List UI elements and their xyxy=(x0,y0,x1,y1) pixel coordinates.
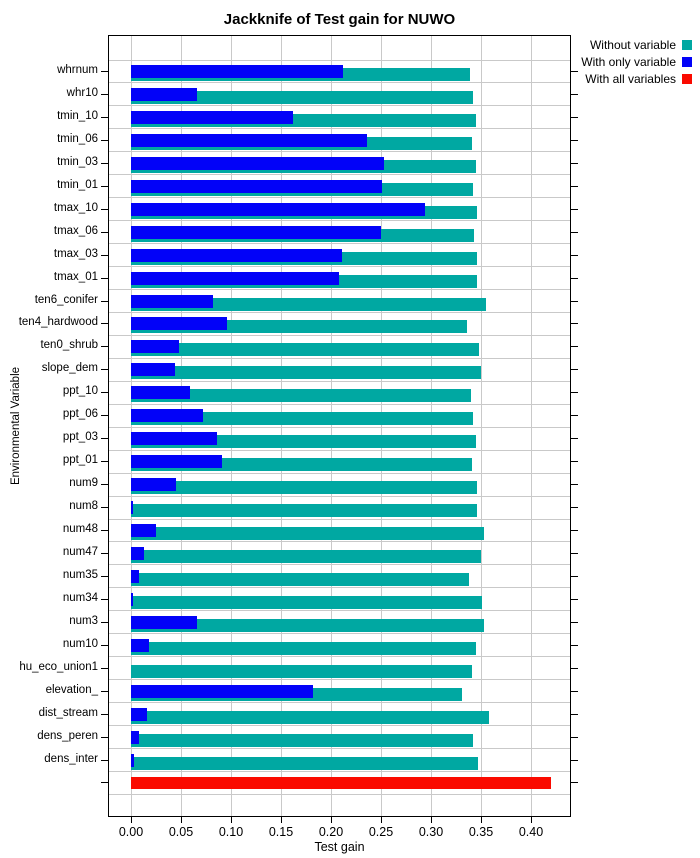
y-tick-left xyxy=(101,346,108,347)
legend-item xyxy=(581,53,692,70)
bar-with-only-tmin_06 xyxy=(131,134,367,147)
bar-with-only-dist_stream xyxy=(131,708,147,721)
horizontal-gridline xyxy=(109,289,570,290)
bar-with-only-num35 xyxy=(131,570,139,583)
bar-with-only-tmax_10 xyxy=(131,203,425,216)
y-tick-right xyxy=(571,668,578,669)
y-tick-left xyxy=(101,507,108,508)
y-tick-right xyxy=(571,553,578,554)
x-tick xyxy=(331,817,332,823)
y-tick-right xyxy=(571,232,578,233)
horizontal-gridline xyxy=(109,610,570,611)
y-tick-right xyxy=(571,392,578,393)
bar-without-num35 xyxy=(131,573,469,586)
bar-with-only-tmax_06 xyxy=(131,226,381,239)
x-axis-title: Test gain xyxy=(314,840,365,854)
y-tick-left xyxy=(101,232,108,233)
x-tick xyxy=(431,817,432,823)
category-label: tmin_01 xyxy=(57,178,98,191)
y-tick-right xyxy=(571,301,578,302)
bar-with-only-slope_dem xyxy=(131,363,175,376)
bar-with-only-tmax_01 xyxy=(131,272,339,285)
horizontal-gridline xyxy=(109,335,570,336)
horizontal-gridline xyxy=(109,450,570,451)
bar-with-only-num10 xyxy=(131,639,149,652)
bar-with-only-dens_peren xyxy=(131,731,139,744)
horizontal-gridline xyxy=(109,679,570,680)
y-tick-right xyxy=(571,576,578,577)
y-tick-left xyxy=(101,760,108,761)
horizontal-gridline xyxy=(109,564,570,565)
bar-with-only-ppt_03 xyxy=(131,432,217,445)
category-label: tmax_10 xyxy=(53,201,98,214)
horizontal-gridline xyxy=(109,220,570,221)
y-tick-left xyxy=(101,301,108,302)
bar-without-slope_dem xyxy=(131,366,481,379)
category-label: ppt_06 xyxy=(62,408,98,421)
category-label: tmax_03 xyxy=(53,247,98,260)
horizontal-gridline xyxy=(109,404,570,405)
y-tick-left xyxy=(101,668,108,669)
x-tick xyxy=(481,817,482,823)
horizontal-gridline xyxy=(109,748,570,749)
horizontal-gridline xyxy=(109,771,570,772)
category-label: tmin_10 xyxy=(57,109,98,122)
y-tick-left xyxy=(101,645,108,646)
bar-without-num34 xyxy=(131,596,482,609)
y-tick-right xyxy=(571,484,578,485)
category-label: num8 xyxy=(69,500,98,513)
bar-with-only-ppt_10 xyxy=(131,386,190,399)
horizontal-gridline xyxy=(109,197,570,198)
bar-with-only-num48 xyxy=(131,524,156,537)
y-tick-left xyxy=(101,691,108,692)
x-tick-label: 0.35 xyxy=(468,825,494,839)
y-tick-left xyxy=(101,484,108,485)
bar-without-num48 xyxy=(131,527,484,540)
y-tick-right xyxy=(571,346,578,347)
y-tick-left xyxy=(101,117,108,118)
x-tick-label: 0.05 xyxy=(168,825,194,839)
category-label: num10 xyxy=(62,637,98,650)
y-tick-left xyxy=(101,323,108,324)
y-tick-right xyxy=(571,622,578,623)
horizontal-gridline xyxy=(109,151,570,152)
horizontal-gridline xyxy=(109,496,570,497)
category-label: num9 xyxy=(69,477,98,490)
category-label: dens_inter xyxy=(44,752,98,765)
horizontal-gridline xyxy=(109,82,570,83)
bar-without-num10 xyxy=(131,642,476,655)
y-tick-right xyxy=(571,737,578,738)
y-axis-title: Environmental Variable xyxy=(10,366,22,486)
x-tick-label: 0.30 xyxy=(418,825,444,839)
horizontal-gridline xyxy=(109,519,570,520)
y-tick-left xyxy=(101,576,108,577)
category-label: ppt_10 xyxy=(62,385,98,398)
horizontal-gridline xyxy=(109,541,570,542)
red-swatch-icon xyxy=(682,74,692,84)
horizontal-gridline xyxy=(109,794,570,795)
category-label: whr10 xyxy=(66,86,98,99)
bar-with-only-whrnum xyxy=(131,65,343,78)
y-tick-left xyxy=(101,369,108,370)
y-tick-right xyxy=(571,645,578,646)
horizontal-gridline xyxy=(109,266,570,267)
bar-without-dist_stream xyxy=(131,711,489,724)
bar-with-only-elevation_ xyxy=(131,685,313,698)
horizontal-gridline xyxy=(109,358,570,359)
horizontal-gridline xyxy=(109,427,570,428)
category-label: elevation_ xyxy=(45,683,98,696)
y-tick-right xyxy=(571,714,578,715)
category-label: ten0_shrub xyxy=(40,339,98,352)
bar-with-only-ten0_shrub xyxy=(131,340,179,353)
teal-swatch-icon xyxy=(682,40,692,50)
blue-swatch-icon xyxy=(682,57,692,67)
bar-with-only-whr10 xyxy=(131,88,197,101)
category-label: slope_dem xyxy=(41,362,98,375)
horizontal-gridline xyxy=(109,105,570,106)
y-tick-right xyxy=(571,278,578,279)
horizontal-gridline xyxy=(109,725,570,726)
bar-with-only-num34 xyxy=(131,593,133,606)
y-tick-right xyxy=(571,599,578,600)
y-tick-right xyxy=(571,691,578,692)
bar-without-hu_eco_union1 xyxy=(131,665,472,678)
y-tick-right xyxy=(571,415,578,416)
category-label: tmin_03 xyxy=(57,155,98,168)
y-tick-right xyxy=(571,117,578,118)
y-tick-left xyxy=(101,438,108,439)
legend xyxy=(581,36,692,87)
bar-with-only-ppt_01 xyxy=(131,455,222,468)
y-tick-right xyxy=(571,782,578,783)
y-tick-left xyxy=(101,209,108,210)
legend-label: With all variables xyxy=(585,71,676,86)
y-tick-right xyxy=(571,760,578,761)
y-tick-right xyxy=(571,323,578,324)
y-tick-left xyxy=(101,392,108,393)
horizontal-gridline xyxy=(109,60,570,61)
y-tick-right xyxy=(571,140,578,141)
y-tick-right xyxy=(571,507,578,508)
bar-with-only-tmin_10 xyxy=(131,111,293,124)
bar-without-dens_peren xyxy=(131,734,473,747)
category-label: tmin_06 xyxy=(57,132,98,145)
category-label: dist_stream xyxy=(38,706,98,719)
category-label: num3 xyxy=(69,614,98,627)
bar-without-num8 xyxy=(131,504,477,517)
category-label: ten4_hardwood xyxy=(18,316,98,329)
horizontal-gridline xyxy=(109,473,570,474)
x-tick-label: 0.25 xyxy=(368,825,394,839)
x-tick xyxy=(531,817,532,823)
y-tick-left xyxy=(101,71,108,72)
y-tick-left xyxy=(101,530,108,531)
y-tick-right xyxy=(571,163,578,164)
y-tick-right xyxy=(571,209,578,210)
horizontal-gridline xyxy=(109,587,570,588)
y-tick-right xyxy=(571,71,578,72)
y-tick-left xyxy=(101,553,108,554)
bar-with-only-num8 xyxy=(131,501,133,514)
bar-with-only-num47 xyxy=(131,547,144,560)
y-tick-left xyxy=(101,461,108,462)
y-tick-left xyxy=(101,94,108,95)
category-label: ten6_conifer xyxy=(34,293,98,306)
legend-label: With only variable xyxy=(581,54,676,69)
x-tick xyxy=(281,817,282,823)
y-tick-right xyxy=(571,461,578,462)
legend-label: Without variable xyxy=(589,37,676,52)
y-tick-left xyxy=(101,782,108,783)
y-tick-left xyxy=(101,415,108,416)
category-label: num48 xyxy=(62,523,98,535)
horizontal-gridline xyxy=(109,128,570,129)
x-tick xyxy=(231,817,232,823)
y-tick-left xyxy=(101,622,108,623)
horizontal-gridline xyxy=(109,174,570,175)
bar-with-only-tmin_01 xyxy=(131,180,382,193)
y-tick-right xyxy=(571,369,578,370)
y-tick-left xyxy=(101,737,108,738)
horizontal-gridline xyxy=(109,381,570,382)
legend-item xyxy=(581,36,692,53)
y-tick-right xyxy=(571,94,578,95)
bar-without-dens_inter xyxy=(131,757,478,770)
category-label: num47 xyxy=(62,545,98,558)
x-tick xyxy=(381,817,382,823)
y-tick-left xyxy=(101,714,108,715)
category-label: ppt_03 xyxy=(62,431,98,444)
legend-item xyxy=(581,70,692,87)
category-label: dens_peren xyxy=(37,729,98,742)
bar-with-only-num9 xyxy=(131,478,176,491)
x-tick-label: 0.00 xyxy=(118,825,144,839)
category-label: num34 xyxy=(62,591,98,604)
y-tick-left xyxy=(101,278,108,279)
bar-with-only-num3 xyxy=(131,616,197,629)
category-label: num35 xyxy=(62,568,98,581)
y-tick-right xyxy=(571,255,578,256)
bar-with-all-variables xyxy=(131,777,551,789)
bar-without-num47 xyxy=(131,550,481,563)
horizontal-gridline xyxy=(109,243,570,244)
bar-with-only-ten6_conifer xyxy=(131,295,213,308)
x-tick xyxy=(181,817,182,823)
plot-area xyxy=(108,35,571,817)
category-label: whrnum xyxy=(57,64,98,76)
bar-with-only-ten4_hardwood xyxy=(131,317,227,330)
y-tick-left xyxy=(101,255,108,256)
bar-with-only-dens_inter xyxy=(131,754,134,767)
bar-without-ten0_shrub xyxy=(131,343,479,356)
x-tick-label: 0.20 xyxy=(318,825,344,839)
horizontal-gridline xyxy=(109,633,570,634)
x-tick-label: 0.10 xyxy=(218,825,244,839)
x-tick xyxy=(131,817,132,823)
x-tick-label: 0.15 xyxy=(268,825,294,839)
y-tick-right xyxy=(571,530,578,531)
y-tick-left xyxy=(101,140,108,141)
y-tick-right xyxy=(571,438,578,439)
x-tick-label: 0.40 xyxy=(518,825,544,839)
horizontal-gridline xyxy=(109,702,570,703)
horizontal-gridline xyxy=(109,656,570,657)
category-label: hu_eco_union1 xyxy=(19,660,98,673)
y-tick-left xyxy=(101,599,108,600)
y-tick-left xyxy=(101,163,108,164)
category-label: ppt_01 xyxy=(62,454,98,467)
bar-with-only-tmin_03 xyxy=(131,157,384,170)
bar-with-only-tmax_03 xyxy=(131,249,342,262)
y-tick-right xyxy=(571,186,578,187)
bar-without-num9 xyxy=(131,481,477,494)
bar-with-only-ppt_06 xyxy=(131,409,203,422)
y-tick-left xyxy=(101,186,108,187)
category-label: tmax_01 xyxy=(53,270,98,283)
category-label: tmax_06 xyxy=(53,224,98,237)
horizontal-gridline xyxy=(109,312,570,313)
chart-title: Jackknife of Test gain for NUWO xyxy=(223,11,456,28)
